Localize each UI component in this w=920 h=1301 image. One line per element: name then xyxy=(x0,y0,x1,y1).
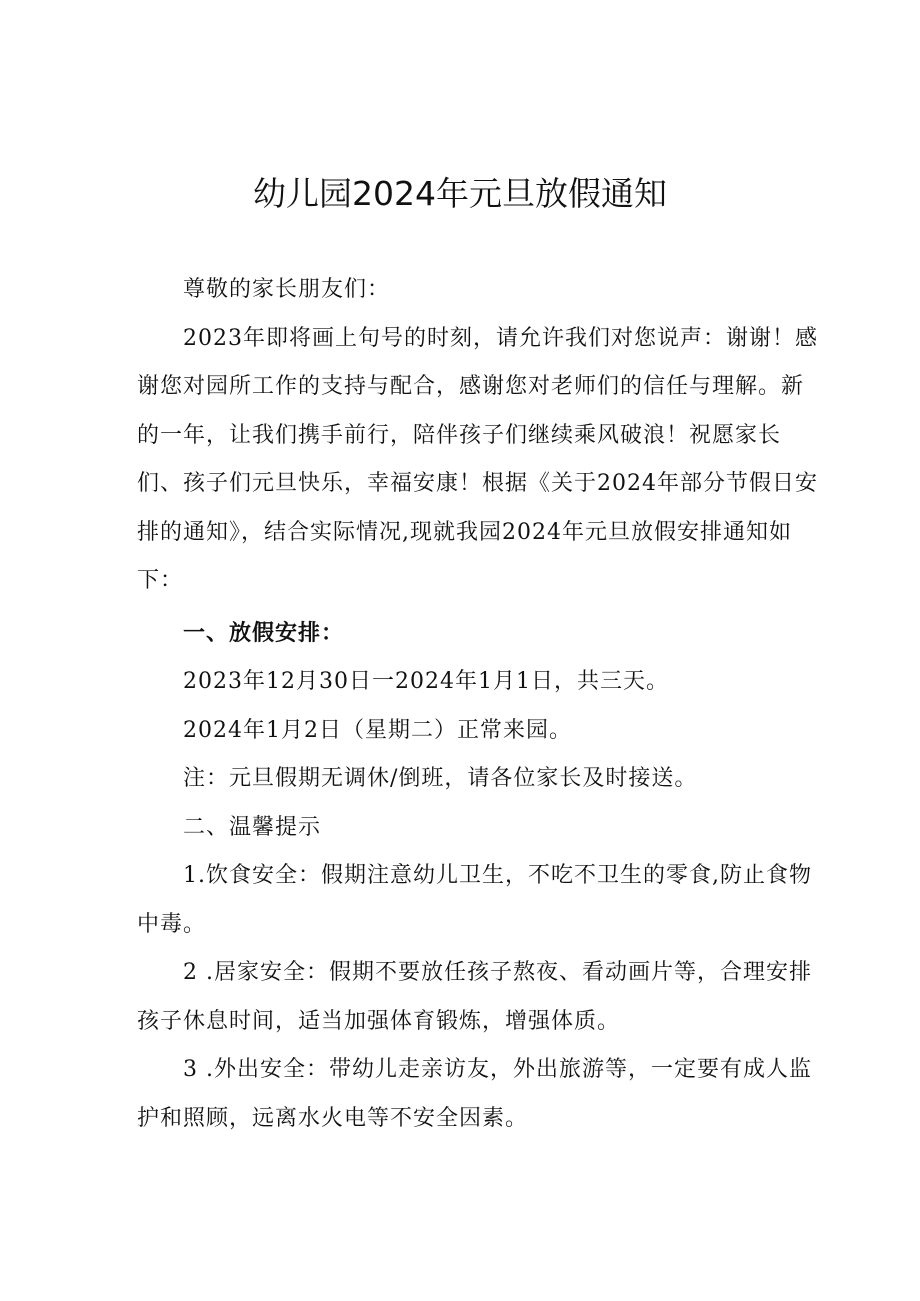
tip-home-safety: 2 .居家安全：假期不要放任孩子熬夜、看动画片等，合理安排孩子休息时间，适当加强体育锻炼，增强体质。 xyxy=(137,960,812,1034)
greeting: 尊敬的家长朋友们： xyxy=(183,277,391,302)
holiday-note: 注：元旦假期无调休/倒班，请各位家长及时接送。 xyxy=(183,766,698,791)
section2-heading: 二、温馨提示 xyxy=(183,814,322,840)
section1-heading: 一、放假安排： xyxy=(183,620,345,646)
tip-food-safety: 1.饮食安全：假期注意幼儿卫生，不吃不卫生的零食,防止食物中毒。 xyxy=(137,863,812,937)
return-date: 2024年1月2日（星期二）正常来园。 xyxy=(183,717,572,743)
holiday-dates: 2023年12月30日一2024年1月1日，共三天。 xyxy=(183,669,669,694)
tip-outing-safety: 3 .外出安全：带幼儿走亲访友，外出旅游等，一定要有成人监护和照顾，远离水火电等不安全因素。 xyxy=(137,1057,812,1131)
document-body xyxy=(137,266,820,1143)
intro-paragraph: 2023年即将画上句号的时刻，请允许我们对您说声：谢谢！感谢您对园所工作的支持与配合，感谢您对老师们的信任与理解。新的一年，让我们携手前行，陪伴孩子们继续乘风破浪！祝愿家长们、孩子们元旦快乐，幸福安康！根据《关于2024年部分节假日安排的通知》，结合实际情况,现就我园2024年元旦放假安排通知如下： xyxy=(137,325,818,593)
document-title: 幼儿园2024年元旦放假通知 xyxy=(253,174,667,213)
